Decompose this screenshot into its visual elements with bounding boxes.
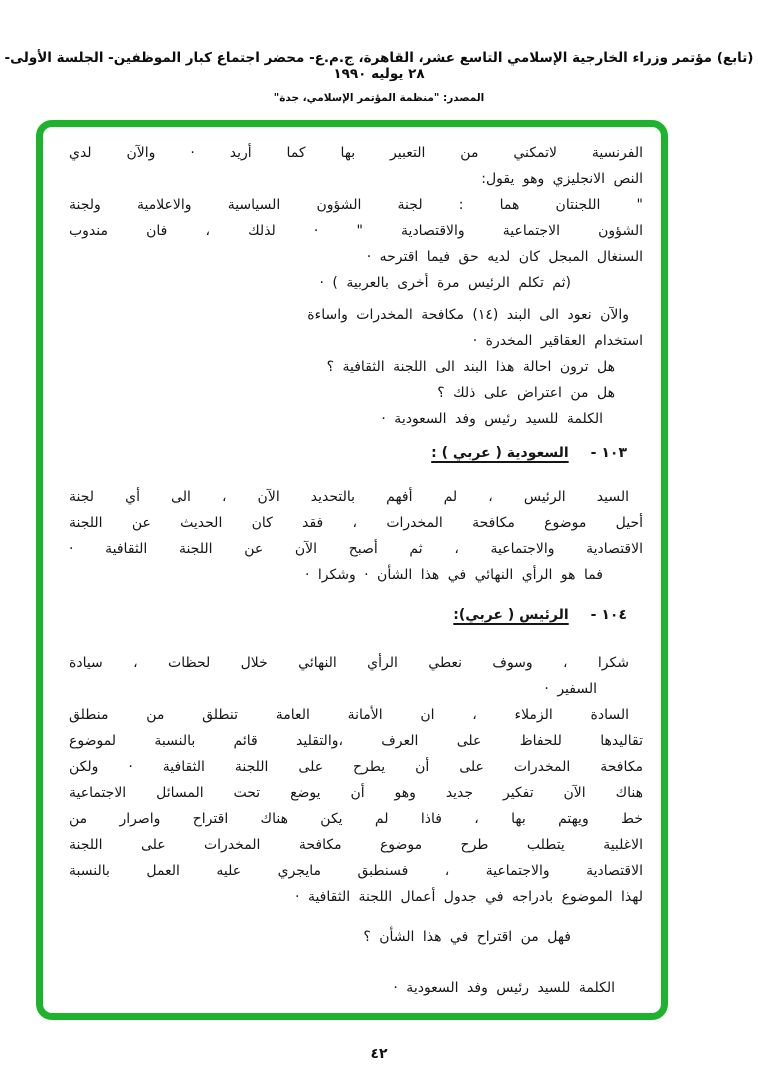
text-line: مكافحة المخدرات على أن يطرح على اللجنة الثقافية · ولكن: [69, 759, 643, 775]
text-line: والآن نعود الى البند (١٤) مكافحة المخدرات واساءة: [307, 307, 629, 323]
section-number: ١٠٣ -: [590, 445, 627, 461]
text-line: الاغلبية يتطلب طرح موضوع مكافحة المخدرات على اللجنة: [69, 837, 643, 853]
page-number: ٤٢: [370, 1046, 388, 1062]
stage-direction: (ثم تكلم الرئيس مرة أخرى بالعربية ) ·: [319, 275, 571, 291]
section-number: ١٠٤ -: [590, 607, 627, 623]
paragraph-translation: [69, 140, 643, 296]
question-line: فهل من اقتراح في هذا الشأن ؟: [363, 929, 571, 945]
text-line: الكلمة للسيد رئيس وفد السعودية ·: [381, 411, 603, 427]
text-line: " اللجنتان هما : لجنة الشؤون السياسية والاعلامية ولجنة: [69, 197, 643, 213]
text-line: الفرنسية لاتمكني من التعبير بها كما أريد · والآن لدي: [69, 145, 643, 161]
text-line: استخدام العقاقير المخدرة ·: [472, 333, 643, 349]
text-line: أحيل موضوع مكافحة المخدرات ، فقد كان الحديث عن اللجنة: [69, 515, 643, 531]
text-line: السادة الزملاء ، ان الأمانة العامة تنطلق من منطلق: [69, 707, 629, 723]
text-line: الاقتصادية والاجتماعية ، فسنطبق مايجري عليه العمل بالنسبة: [69, 863, 643, 879]
section-body-104: [69, 650, 643, 910]
section-heading-104: [69, 602, 643, 628]
paragraph-agenda-item: [69, 302, 643, 432]
closing-line: الكلمة للسيد رئيس وفد السعودية ·: [393, 980, 615, 996]
highlight-frame: [36, 120, 668, 1020]
text-line: هناك الآن تفكير جديد وهو أن يوضع تحت المسائل الاجتماعية: [69, 785, 643, 801]
document-header: [0, 50, 758, 104]
text-line: الشؤون الاجتماعية والاقتصادية " · لذلك ، فان مندوب: [69, 223, 643, 239]
text-line: هل ترون احالة هذا البند الى اللجنة الثقافية ؟: [326, 359, 615, 375]
header-source: المصدر: "منظمة المؤتمر الإسلامي، جدة": [273, 92, 485, 104]
closing-line-block: [69, 975, 643, 1001]
section-title: الرئيس ( عربي):: [453, 607, 569, 623]
section-heading-103: [69, 440, 643, 466]
text-line: شكرا ، وسوف نعطي الرأي النهائي خلال لحظات ، سيادة: [69, 655, 629, 671]
document-body: [43, 127, 661, 1001]
text-line: هل من اعتراض على ذلك ؟: [437, 385, 615, 401]
text-line: السفير ·: [544, 681, 597, 697]
section-body-103: [69, 484, 643, 588]
text-line: لهذا الموضوع بادراجه في جدول أعمال اللجنة الثقافية ·: [295, 889, 643, 905]
section-title: السعودية ( عربي ) :: [431, 445, 569, 461]
text-line: النص الانجليزي وهو يقول:: [481, 171, 643, 187]
text-line: السيد الرئيس ، لم أفهم بالتحديد الآن ، الى أي لجنة: [69, 489, 629, 505]
header-title: (تابع) مؤتمر وزراء الخارجية الإسلامي التاسع عشر، القاهرة، ج.م.ع- محضر اجتماع كبار الموظفين- الجلسة الأولى- ٢٨ يوليه ١٩٩٠: [4, 50, 754, 82]
text-line: خط ويهتم بها ، فاذا لم يكن هناك اقتراح واصرار من: [69, 811, 643, 827]
text-line: فما هو الرأي النهائي في هذا الشأن · وشكرا ·: [304, 567, 603, 583]
question-line-block: [69, 924, 643, 950]
text-line: الاقتصادية والاجتماعية ، ثم أصبح الآن عن اللجنة الثقافية ·: [69, 541, 643, 557]
text-line: السنغال المبجل كان لديه حق فيما اقترحه ·: [366, 249, 643, 265]
text-line: تقاليدها للحفاظ على العرف ،والتقليد قائم بالنسبة لموضوع: [69, 733, 643, 749]
